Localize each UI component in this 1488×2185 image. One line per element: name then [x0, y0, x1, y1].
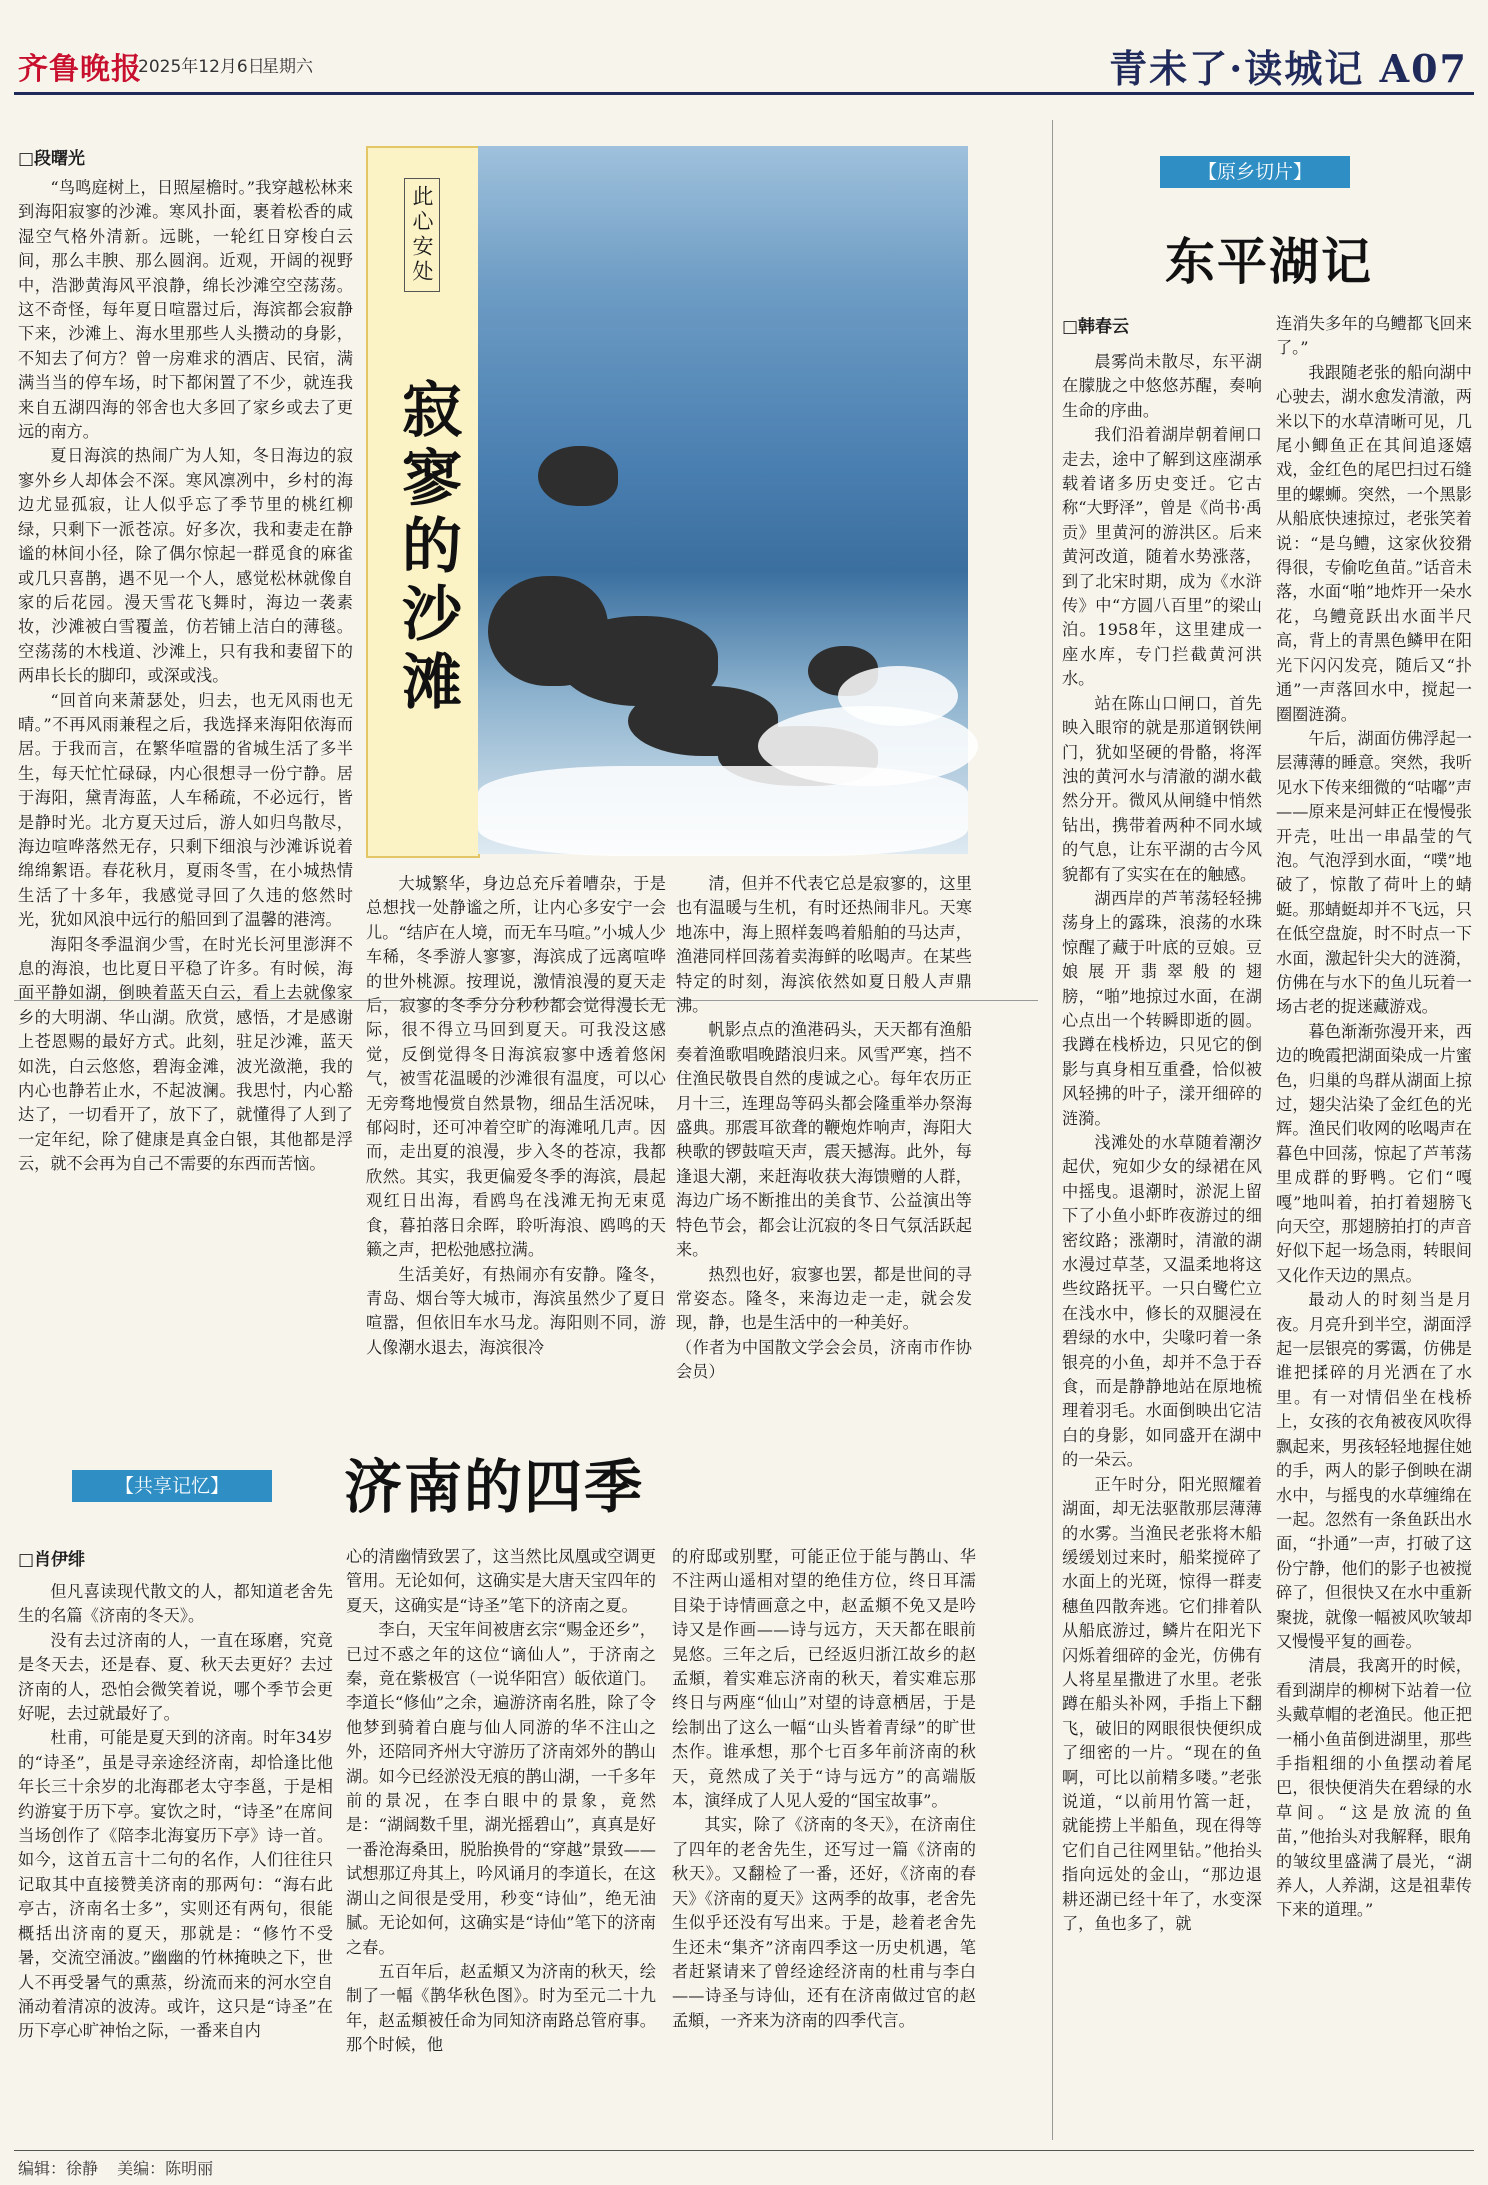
paragraph: 最动人的时刻当是月夜。月亮升到半空，湖面浮起一层银亮的雾霭，仿佛是谁把揉碎的月光洒在了水里。有一对情侣坐在栈桥上，女孩的衣角被夜风吹得飘起来，男孩轻轻地握住她的手，两人的影子倒映在湖水中，与摇曳的水草缠绵在一起。忽然有一条鱼跃出水面，“扑通”一声，打破了这份宁静，他们的影子也被搅碎了，但很快又在水中重新聚拢，就像一幅被风吹皱却又慢慢平复的画卷。 — [1276, 1290, 1472, 1651]
paragraph: 其实，除了《济南的冬天》，在济南住了四年的老舍先生，还写过一篇《济南的秋天》。又翻检了一番，还好，《济南的春天》《济南的夏天》这两季的故事，老舍先生似乎还没有写出来。于是，趁着老舍先生还未“集齐”济南四季这一历史机遇，笔者赶紧请来了曾经途经济南的杜甫与李白——诗圣与诗仙，还有在济南做过官的赵孟頫，一齐来为济南的四季代言。 — [672, 1815, 976, 2030]
column-banner — [366, 146, 480, 858]
paragraph: 生活美好，有热闹亦有安静。隆冬，青岛、烟台等大城市，海滨虽然少了夏日喧嚣，但依旧车水马龙。海阳则不同，游人像潮水退去，海滨很冷 — [366, 1264, 666, 1357]
beach-photo — [478, 146, 968, 854]
header-rule — [14, 92, 1474, 95]
article2-title: 东平湖记 — [1165, 232, 1373, 291]
paragraph: 我们沿着湖岸朝着闸口走去，途中了解到这座湖承载着诸多历史变迁。它古称“大野泽”，曾是《尚书·禹贡》里黄河的游洪区。后来黄河改道，随着水势涨落，到了北宋时期，成为《水浒传》中“方圆八百里”的梁山泊。1958年，这里建成一座水库，专门拦截黄河洪水。 — [1062, 425, 1262, 689]
author-note: （作者为中国散文学会会员，济南市作协会员） — [676, 1337, 972, 1382]
article3-column-3 — [672, 1545, 976, 2140]
newspaper-logo: 齐鲁晚报 — [18, 52, 142, 87]
paragraph: 热烈也好，寂寥也罢，都是世间的寻常姿态。隆冬，来海边走一走，就会发现，静，也是生活中的一种美好。 — [676, 1264, 972, 1333]
paragraph: 杜甫，可能是夏天到的济南。时年34岁的“诗圣”，虽是寻亲途经济南，却恰逢比他年长三十余岁的北海郡老太守李邕，于是相约游宴于历下亭。宴饮之时，“诗圣”在席间当场创作了《陪李北海宴历下亭》诗一首。如今，这首五言十二句的名作，人们往往只记取其中直接赞美济南的那两句：“海右此亭古，济南名士多”，实则还有两句，很能概括出济南的夏天，那就是：“修竹不受暑，交流空涌波。”幽幽的竹林掩映之下，世人不再受暑气的熏蒸，纷流而来的河水空自涌动着清凉的波涛。或许，这只是“诗圣”在历下亭心旷神怡之际，一番来自内 — [18, 1728, 333, 2041]
article2-column-2 — [1276, 312, 1472, 2140]
article2-byline: □韩春云 — [1062, 317, 1130, 337]
paragraph: 暮色渐渐弥漫开来，西边的晚霞把湖面染成一片蜜色，归巢的鸟群从湖面上掠过，翅尖沾染了金红色的光辉。渔民们收网的吆喝声在暮色中回荡，惊起了芦苇荡里成群的野鸭。它们“嘎嘎”地叫着，拍打着翅膀飞向天空，那翅膀拍打的声音好似下起一场急雨，转眼间又化作天边的黑点。 — [1276, 1021, 1472, 1285]
footer-credits — [18, 2156, 213, 2179]
paragraph: 站在陈山口闸口，首先映入眼帘的就是那道钢铁闸门，犹如坚硬的骨骼，将浑浊的黄河水与清澈的湖水截然分开。微风从闸缝中悄然钻出，携带着两种不同水域的气息，让东平湖的古今风貌都有了实实在在的触感。 — [1062, 693, 1262, 884]
paragraph: 心的清幽情致罢了，这当然比凤凰或空调更管用。无论如何，这确实是大唐天宝四年的夏天，这确实是“诗圣”笔下的济南之夏。 — [346, 1547, 656, 1615]
paragraph: 但凡喜读现代散文的人，都知道老舍先生的名篇《济南的冬天》。 — [18, 1582, 333, 1626]
paragraph: 连消失多年的乌鳢都飞回来了。” — [1276, 314, 1472, 358]
article3-title: 济南的四季 — [344, 1453, 645, 1521]
paragraph: 夏日海滨的热闹广为人知，冬日海边的寂寥外乡人却体会不深。寒风凛冽中，乡村的海边尤显孤寂，让人似乎忘了季节里的桃红柳绿，只剩下一派苍凉。好多次，我和妻走在静谧的林间小径，除了偶尔惊起一群觅食的麻雀或几只喜鹊，遇不见一个人，感觉松林就像自家的后花园。漫天雪花飞舞时，海边一袭素妆，沙滩被白雪覆盖，仿若铺上洁白的薄毯。空荡荡的木栈道、沙滩上，只有我和妻留下的两串长长的脚印，或深或浅。 — [18, 446, 353, 686]
paragraph: 大城繁华，身边总充斥着嘈杂，于是总想找一处静谧之所，让内心多安宁一会儿。“结庐在人境，而无车马喧。”小城人少车稀，冬季游人寥寥，海滨成了远离喧哗的世外桃源。按理说，激情浪漫的夏天走后，寂寥的冬季分分秒秒都会觉得漫长无际，很不得立马回到夏天。可我没这感觉，反倒觉得冬日海滨寂寥中透着悠闲气，被雪花温暖的沙滩很有温度，可以心无旁骛地慢赏自然景物，细品生活况味，郁闷时，还可冲着空旷的海滩吼几声。因而，走出夏的浪漫，步入冬的苍凉，我都欣然。其实，我更偏爱冬季的海滨，晨起观红日出海，看鸥鸟在浅滩无拘无束觅食，暮拍落日余晖，聆听海浪、鸥鸣的天籁之声，把松弛感拉满。 — [366, 874, 666, 1260]
paragraph: 没有去过济南的人，一直在琢磨，究竟是冬天去，还是春、夏、秋天去更好？去过济南的人，恐怕会微笑着说，哪个季节会更好呢，去过就最好了。 — [18, 1630, 333, 1724]
article2-tag: 【原乡切片】 — [1160, 156, 1350, 188]
footer-rule — [14, 2150, 1474, 2151]
section-title: 青未了·读城记 A07 — [1109, 46, 1468, 91]
article1-column-3 — [676, 872, 972, 1382]
paragraph: 晨雾尚未散尽，东平湖在朦胧之中悠悠苏醒，奏响生命的序曲。 — [1062, 352, 1262, 420]
article3-tag: 【共享记忆】 — [72, 1470, 272, 1502]
column-label: 此心安处 — [404, 178, 440, 292]
issue-weekday: 星期六 — [262, 57, 313, 77]
article1-column-2 — [366, 872, 666, 1356]
column-divider — [1052, 120, 1053, 2140]
paragraph: 清晨，我离开的时候，看到湖岸的柳树下站着一位头戴草帽的老渔民。他正把一桶小鱼苗倒进湖里，那些手指粗细的小鱼摆动着尾巴，很快便消失在碧绿的水草间。“这是放流的鱼苗，”他抬头对我解释，眼角的皱纹里盛满了晨光，“湖养人，人养湖，这是祖辈传下来的道理。” — [1276, 1656, 1472, 1920]
designer-credit: 美编：陈明丽 — [117, 2159, 214, 2178]
paragraph: 湖西岸的芦苇荡轻轻拂荡身上的露珠，浪荡的水珠惊醒了藏于叶底的豆娘。豆娘展开翡翠般的翅膀，“啪”地掠过水面，在湖心点出一个转瞬即逝的圆。我蹲在栈桥边，只见它的倒影与真身相互重叠，恰似被风轻拂的叶子，漾开细碎的涟漪。 — [1062, 888, 1262, 1128]
article2-column-1 — [1062, 350, 1262, 2140]
paragraph: 海阳冬季温润少雪，在时光长河里澎湃不息的海浪，也比夏日平稳了许多。有时候，海面平静如湖，倒映着蓝天白云，看上去就像家乡的大明湖、华山湖。欣赏，感悟，才是感谢上苍恩赐的最好方式。此刻，驻足沙滩，蓝天如洗，白云悠悠，碧海金滩，波光潋滟，我的内心也静若止水，不起波澜。我思忖，内心豁达了，一切看开了，放下了，就懂得了人到了一定年纪，除了健康是真金白银，其他都是浮云，就不会再为自己不需要的东西而苦恼。 — [18, 934, 353, 1174]
paragraph: 午后，湖面仿佛浮起一层薄薄的睡意。突然，我听见水下传来细微的“咕嘟”声——原来是河蚌正在慢慢张开壳，吐出一串晶莹的气泡。气泡浮到水面，“噗”地破了，惊散了荷叶上的蜻蜓。那蜻蜓却并不飞远，只在低空盘旋，时不时点一下水面，激起针尖大的涟漪，仿佛在与水下的鱼儿玩着一场古老的捉迷藏游戏。 — [1276, 728, 1472, 1017]
paragraph: 的府邸或别墅，可能正位于能与鹊山、华不注两山遥相对望的绝佳方位，终日耳濡目染于诗情画意之中，赵孟頫不免又是吟诗又是作画——诗与远方，天天都在眼前晃悠。三年之后，已经返归浙江故乡的赵孟頫，着实难忘济南的秋天，着实难忘那终日与两座“仙山”对望的诗意栖居，于是绘制出了这么一幅“山头皆着青绿”的旷世杰作。谁承想，那个七百多年前济南的秋天，竟然成了关于“诗与远方”的高端版本，演绎成了人见人爱的“国宝故事”。 — [672, 1547, 976, 1811]
paragraph: “回首向来萧瑟处，归去，也无风雨也无晴。”不再风雨兼程之后，我选择来海阳依海而居。于我而言，在繁华喧嚣的省城生活了多半生，每天忙忙碌碌，内心很想寻一份宁静。居于海阳，黛青海蓝，人车稀疏，不必远行，皆是静时光。北方夏天过后，游人如归鸟散尽，海边喧哗落然无存，只剩下细浪与沙滩诉说着绵绵絮语。春花秋月，夏雨冬雪，在小城热情生活了十多年，我感觉寻回了久违的悠然时光，犹如风浪中远行的船回到了温馨的港湾。 — [18, 690, 353, 930]
article3-byline: □肖伊绯 — [18, 1550, 86, 1570]
paragraph: 五百年后，赵孟頫又为济南的秋天，绘制了一幅《鹊华秋色图》。时为至元二十九年，赵孟頫被任命为同知济南路总管府事。那个时候，他 — [346, 1961, 656, 2055]
paragraph: “鸟鸣庭树上，日照屋檐时。”我穿越松林来到海阳寂寥的沙滩。寒风扑面，裹着松香的咸湿空气格外清新。远眺，一轮红日穿梭白云间，那么丰腴、那么圆润。近观，开阔的视野中，浩渺黄海风平浪静，绵长沙滩空空荡荡。这不奇怪，每年夏日喧嚣过后，海滨都会寂静下来，沙滩上、海水里那些人头攒动的身影，不知去了何方？曾一房难求的酒店、民宿，满满当当的停车场，时下都闲置了不少，就连我来自五湖四海的邻舍也大多回了家乡或去了更远的南方。 — [18, 178, 353, 442]
paragraph: 正午时分，阳光照耀着湖面，却无法驱散那层薄薄的水雾。当渔民老张将木船缓缓划过来时，船桨搅碎了水面上的光斑，惊得一群麦穗鱼四散奔逃。它们排着队从船底游过，鳞片在阳光下闪烁着细碎的金光，仿佛有人将星星撒进了水里。老张蹲在船头补网，手指上下翻飞，破旧的网眼很快便织成了细密的一片。“现在的鱼啊，可比以前精多喽。”老张说道，“以前用竹篙一赶，就能捞上半船鱼，现在得等它们自己往网里钻。”他抬头指向远处的金山，“那边退耕还湖已经十年了，水变深了，鱼也多了，就 — [1062, 1474, 1262, 1933]
article3-column-1 — [18, 1580, 333, 2140]
paragraph: 李白，天宝年间被唐玄宗“赐金还乡”，已过不惑之年的这位“谪仙人”，于济南之秦，竟在紫极宫（一说华阳宫）皈依道门。李道长“修仙”之余，遍游济南名胜，除了令他梦到骑着白鹿与仙人同游的华不注山之外，还陪同齐州大守游历了济南郊外的鹊山湖。如今已经淤没无痕的鹊山湖，一千多年前的景况，在李白眼中的景象，竟然是：“湖阔数千里，湖光摇碧山”，真真是好一番沧海桑田，脱胎换骨的“穿越”景致——试想那辽舟其上，吟风诵月的李道长，在这湖山之间很是受用，秒变“诗仙”，绝无油腻。无论如何，这确实是“诗仙”笔下的济南之春。 — [346, 1620, 656, 1957]
paragraph: 清，但并不代表它总是寂寥的，这里也有温暖与生机，有时还热闹非凡。天寒地冻中，海上照样轰鸣着船舶的马达声，渔港同样回荡着卖海鲜的吆喝声。在某些特定的时刻，海滨依然如夏日般人声鼎沸。 — [676, 874, 972, 1016]
article3-column-2 — [346, 1545, 656, 2140]
article1-column-1 — [18, 176, 353, 1174]
paragraph: 帆影点点的渔港码头，天天都有渔船奏着渔歌唱晚踏浪归来。风雪严寒，挡不住渔民敬畏自然的虔诚之心。每年农历正月十三，连理岛等码头都会隆重举办祭海盛典。那震耳欲聋的鞭炮炸响声，海阳大秧歌的锣鼓喧天声，震天撼海。此外，每逢退大潮，来赶海收获大海馈赠的人群，海边广场不断推出的美食节、公益演出等特色节会，都会让沉寂的冬日气氛活跃起来。 — [676, 1020, 972, 1260]
editor-credit: 编辑：徐静 — [18, 2159, 99, 2178]
issue-date: 2025年12月6日 — [138, 57, 265, 77]
paragraph: 我跟随老张的船向湖中心驶去，湖水愈发清澈，两米以下的水草清晰可见，几尾小鲫鱼正在其间追逐嬉戏，金红色的尾巴扫过石缝里的螺蛳。突然，一个黑影从船底快速掠过，老张笑着说：“是乌鳢，这家伙狡猾得很，专偷吃鱼苗。”话音未落，水面“啪”地炸开一朵水花，乌鳢竟跃出水面半尺高，背上的青黑色鳞甲在阳光下闪闪发亮，随后又“扑通”一声落回水中，搅起一圈圈涟漪。 — [1276, 362, 1472, 724]
paragraph: 浅滩处的水草随着潮汐起伏，宛如少女的绿裙在风中摇曳。退潮时，淤泥上留下了小鱼小虾昨夜游过的细密纹路；涨潮时，清澈的湖水漫过草茎，又温柔地将这些纹路抚平。一只白鹭伫立在浅水中，修长的双腿浸在碧绿的水中，尖喙叼着一条银亮的小鱼，却并不急于吞食，而是静静地站在原地梳理着羽毛。水面倒映出它洁白的身影，如同盛开在湖中的一朵云。 — [1062, 1133, 1262, 1470]
article1-title: 寂寥的沙滩 — [392, 378, 462, 718]
article1-byline: □段曙光 — [18, 149, 86, 169]
